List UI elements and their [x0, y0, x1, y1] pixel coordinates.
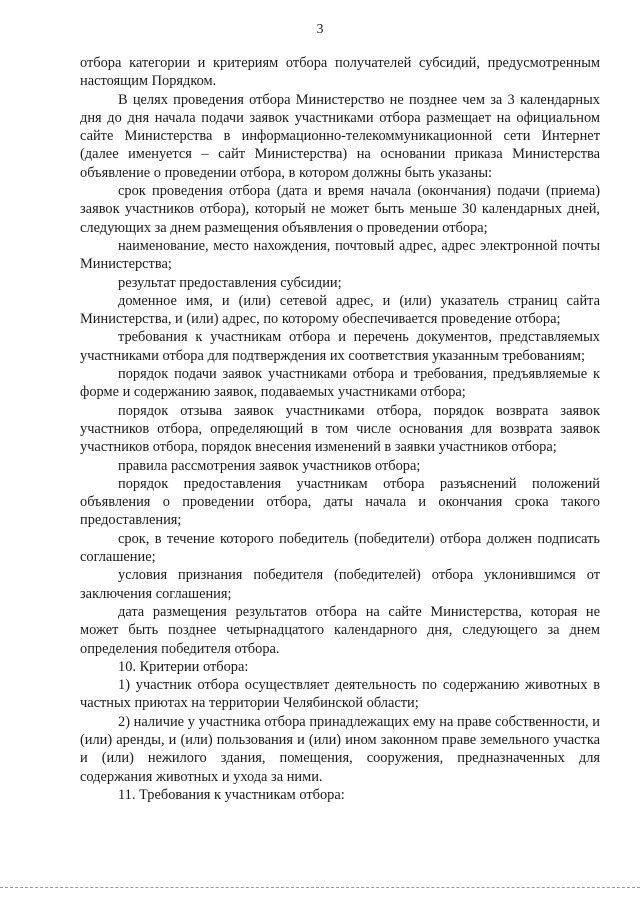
list-item-withdrawal-procedure: порядок отзыва заявок участниками отбора, порядок возврата заявок участников отбора, определяющий в том числе основания для возврата заявок участников отбора, порядок внесения изменений в заявки участников отбора;	[80, 402, 600, 456]
list-item-domain-name: доменное имя, и (или) сетевой адрес, и (или) указатель страниц сайта Министерства, и (или) адрес, по которому обеспечивается проведение отбора;	[80, 292, 600, 328]
list-item-review-rules: правила рассмотрения заявок участников отбора;	[118, 457, 421, 474]
list-item-signing-deadline: срок, в течение которого победитель (победители) отбора должен подписать соглашение;	[80, 530, 600, 566]
list-item-application-procedure: порядок подачи заявок участниками отбора и требования, предъявляемые к форме и содержанию заявок, подаваемых участниками отбора;	[80, 366, 600, 401]
list-item-clarifications: порядок предоставления участникам отбора разъяснений положений объявления о проведении отбора, даты начала и окончания срока такого предоставления;	[80, 475, 600, 529]
list-item-evasion-conditions: условия признания победителя (победителей) отбора уклонившимся от заключения соглашения;	[80, 567, 600, 602]
list-item-participant-requirements: требования к участникам отбора и перечень документов, представляемых участниками отбора для подтверждения их соответствия указанным требованиям;	[80, 329, 600, 364]
page-bottom-divider	[0, 887, 640, 888]
list-item-selection-period: срок проведения отбора (дата и время начала (окончания) подачи (приема) заявок участников отбора), который не может быть меньше 30 календарных дней, следующих за днем размещения объявления о проведении отбора;	[80, 183, 600, 236]
paragraph-continuation: отбора категории и критериям отбора получателей субсидий, предусмотренным настоящим Порядком.	[80, 55, 600, 90]
section-heading-requirements: 11. Требования к участникам отбора:	[118, 786, 345, 803]
list-item-results-date: дата размещения результатов отбора на сайте Министерства, которая не может быть позднее четырнадцатого календарного дня, следующего за днем определения победителя отбора.	[80, 603, 600, 657]
page-number: 3	[316, 22, 324, 37]
document-body	[80, 54, 600, 804]
criterion-2: 2) наличие у участника отбора принадлежащих ему на праве собственности, и (или) аренды, и (или) пользования и (или) ином законном праве земельного участка и (или) нежилого здания, помещения, сооружения, предназначенных для содержания животных и ухода за ними.	[80, 713, 600, 785]
paragraph-announcement-intro: В целях проведения отбора Министерство не позднее чем за 3 календарных дня до дня начала подачи заявок участниками отбора размещает на официальном сайте Министерства в информационно-телекоммуникационной сети Интернет (далее именуется – сайт Министерства) на основании приказа Министерства объявление о проведении отбора, в котором должны быть указаны:	[80, 91, 600, 181]
list-item-ministry-contacts: наименование, место нахождения, почтовый адрес, адрес электронной почты Министерства;	[80, 237, 600, 273]
list-item-subsidy-result: результат предоставления субсидии;	[118, 274, 342, 291]
section-heading-criteria: 10. Критерии отбора:	[118, 658, 249, 675]
criterion-1: 1) участник отбора осуществляет деятельность по содержанию животных в частных приютах на территории Челябинской области;	[80, 677, 600, 712]
